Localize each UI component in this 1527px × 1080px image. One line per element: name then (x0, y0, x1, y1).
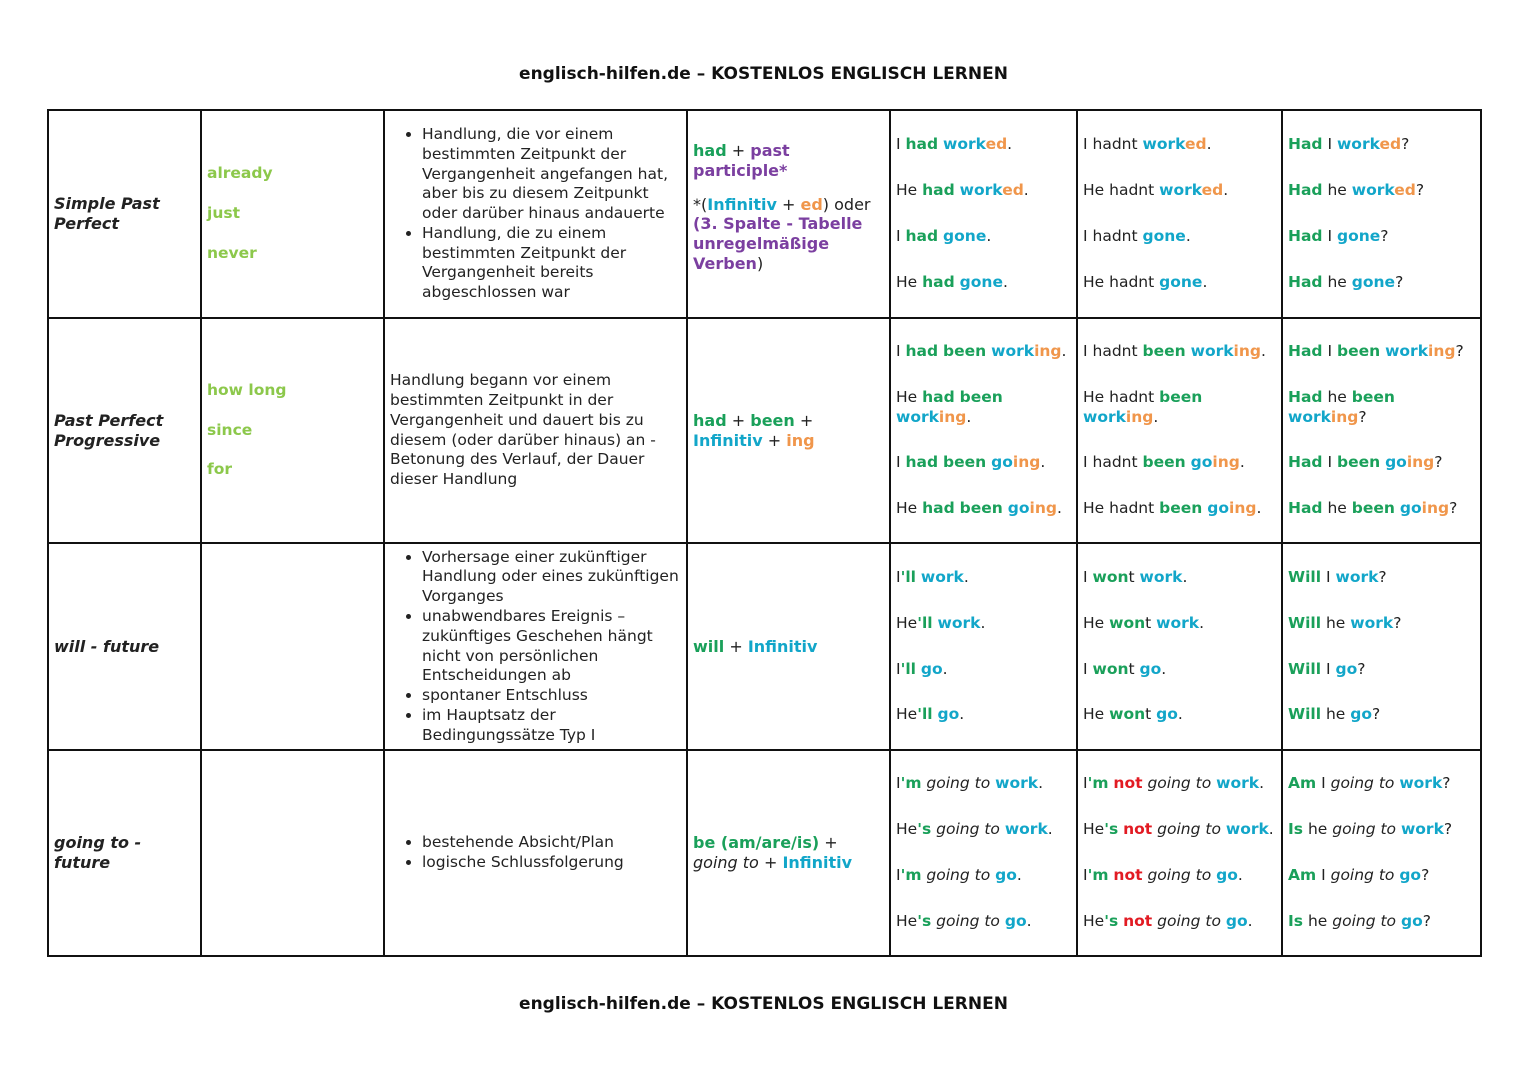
usage-cell (384, 543, 687, 750)
tense-name: Simple Past Perfect (48, 110, 201, 318)
example-sentence: I had gone. (896, 227, 992, 245)
usage-item: • unabwendbares Ereignis – zukünftiges Geschehen hängt nicht von persönlichen Entscheidungen ab (422, 607, 681, 686)
table-row (48, 750, 1481, 956)
page-header: englisch-hilfen.de – KOSTENLOS ENGLISCH LERNEN (519, 64, 1008, 84)
example-sentence: Will I go? (1288, 659, 1366, 678)
example-sentence: I'm not going to work. (1083, 774, 1265, 793)
form-cell: had + been + Infinitiv + ing (687, 318, 890, 543)
form-cell: will + Infinitiv (687, 543, 890, 750)
form-note: *(Infinitiv + ed) oder (3. Spalte - Tabelle unregelmäßige Verben) (693, 194, 871, 273)
form-aux: had (693, 141, 727, 160)
table-row (48, 110, 1481, 318)
positive-examples (890, 750, 1077, 956)
example-sentence: Had I worked? (1288, 135, 1410, 154)
page-footer: englisch-hilfen.de – KOSTENLOS ENGLISCH LERNEN (519, 994, 1008, 1014)
example-sentence: Had he gone? (1288, 272, 1404, 291)
example-sentence: Is he going to go? (1288, 911, 1431, 930)
usage-cell (384, 110, 687, 318)
example-sentence: He hadnt worked. (1083, 181, 1229, 200)
table-row (48, 543, 1481, 750)
example-sentence: He had been going. (896, 499, 1062, 518)
example-sentence: Will I work? (1288, 567, 1387, 586)
positive-examples (890, 318, 1077, 543)
signal-words (201, 543, 384, 750)
example-sentence: Will he work? (1288, 613, 1402, 632)
question-examples (1282, 110, 1481, 318)
negative-examples (1077, 543, 1282, 750)
usage-item: • Vorhersage einer zukünftiger Handlung oder eines zukünftigen Vorganges (422, 548, 681, 607)
example-sentence: I hadnt gone. (1083, 227, 1191, 245)
example-sentence: I had worked. (896, 135, 1013, 154)
example-sentence: I hadnt been going. (1083, 453, 1245, 472)
question-examples (1282, 750, 1481, 956)
example-sentence: He wont go. (1083, 705, 1183, 724)
tense-name: will - future (48, 543, 201, 750)
signal-word: just (207, 204, 240, 223)
example-sentence: I'm going to work. (896, 774, 1043, 793)
example-sentence: Had he worked? (1288, 181, 1425, 200)
signal-word: already (207, 164, 273, 183)
usage-item: • Handlung, die zu einem bestimmten Zeitpunkt der Vergangenheit bereits abgeschlossen war (422, 224, 681, 303)
example-sentence: He's going to work. (896, 820, 1053, 839)
signal-words (201, 750, 384, 956)
example-sentence: I'm going to go. (896, 866, 1022, 884)
negative-examples (1077, 110, 1282, 318)
table-row (48, 318, 1481, 543)
example-sentence: He'll work. (896, 613, 986, 632)
example-sentence: I wont work. (1083, 567, 1188, 586)
tense-name: Past Perfect Progressive (48, 318, 201, 543)
usage-item: • im Hauptsatz der Bedingungssätze Typ I (422, 706, 681, 746)
example-sentence: He's not going to go. (1083, 911, 1253, 930)
example-sentence: He hadnt gone. (1083, 272, 1208, 291)
example-sentence: I hadnt been working. (1083, 342, 1266, 360)
question-examples (1282, 543, 1481, 750)
usage-item: • Handlung, die vor einem bestimmten Zeitpunkt der Vergangenheit angefangen hat, aber bis zu diesem Zeitpunkt oder darüber hinaus andauerte (422, 125, 681, 224)
example-sentence: I hadnt worked. (1083, 135, 1212, 154)
signal-words (201, 318, 384, 543)
positive-examples (890, 110, 1077, 318)
example-sentence: He had been working. (896, 387, 1003, 426)
form-cell: be (am/are/is) + going to + Infinitiv (687, 750, 890, 956)
example-sentence: Had I gone? (1288, 227, 1389, 245)
usage-item: • bestehende Absicht/Plan (422, 833, 681, 853)
example-sentence: I'll work. (896, 567, 969, 586)
usage-cell (384, 750, 687, 956)
signal-words (201, 110, 384, 318)
signal-word: for (207, 460, 233, 479)
example-sentence: Had I been working? (1288, 342, 1464, 360)
example-sentence: He's not going to work. (1083, 820, 1274, 839)
negative-examples (1077, 318, 1282, 543)
example-sentence: I'm not going to go. (1083, 866, 1243, 884)
signal-word: never (207, 243, 257, 262)
example-sentence: Am I going to go? (1288, 866, 1430, 884)
example-sentence: He'll go. (896, 705, 965, 724)
example-sentence: Had I been going? (1288, 453, 1443, 472)
example-sentence: He had gone. (896, 272, 1008, 291)
example-sentence: He had worked. (896, 181, 1029, 200)
example-sentence: I had been going. (896, 453, 1046, 472)
usage-item: • spontaner Entschluss (422, 686, 681, 706)
example-sentence: Am I going to work? (1288, 774, 1451, 793)
signal-word: since (207, 420, 253, 439)
example-sentence: He hadnt been working. (1083, 387, 1203, 426)
signal-word: how long (207, 380, 287, 399)
tense-name: going to - future (48, 750, 201, 956)
form-participle: past participle* (693, 141, 790, 180)
form-plus: + (731, 141, 746, 160)
usage-cell: Handlung begann vor einem bestimmten Zeitpunkt in der Vergangenheit und dauert bis zu diesem (oder darüber hinaus) an - Betonung des Verlauf, der Dauer dieser Handlung (384, 318, 687, 543)
example-sentence: Is he going to work? (1288, 820, 1453, 839)
question-examples (1282, 318, 1481, 543)
example-sentence: I had been working. (896, 342, 1067, 360)
tenses-table (47, 109, 1482, 957)
example-sentence: Will he go? (1288, 705, 1381, 724)
example-sentence: Had he been working? (1288, 387, 1395, 426)
form-cell (687, 110, 890, 318)
example-sentence: He's going to go. (896, 911, 1032, 930)
positive-examples (890, 543, 1077, 750)
usage-item: • logische Schlussfolgerung (422, 853, 681, 873)
example-sentence: He hadnt been going. (1083, 499, 1262, 518)
example-sentence: I wont go. (1083, 659, 1167, 678)
example-sentence: Had he been going? (1288, 499, 1458, 518)
example-sentence: I'll go. (896, 659, 948, 678)
negative-examples (1077, 750, 1282, 956)
example-sentence: He wont work. (1083, 613, 1205, 632)
